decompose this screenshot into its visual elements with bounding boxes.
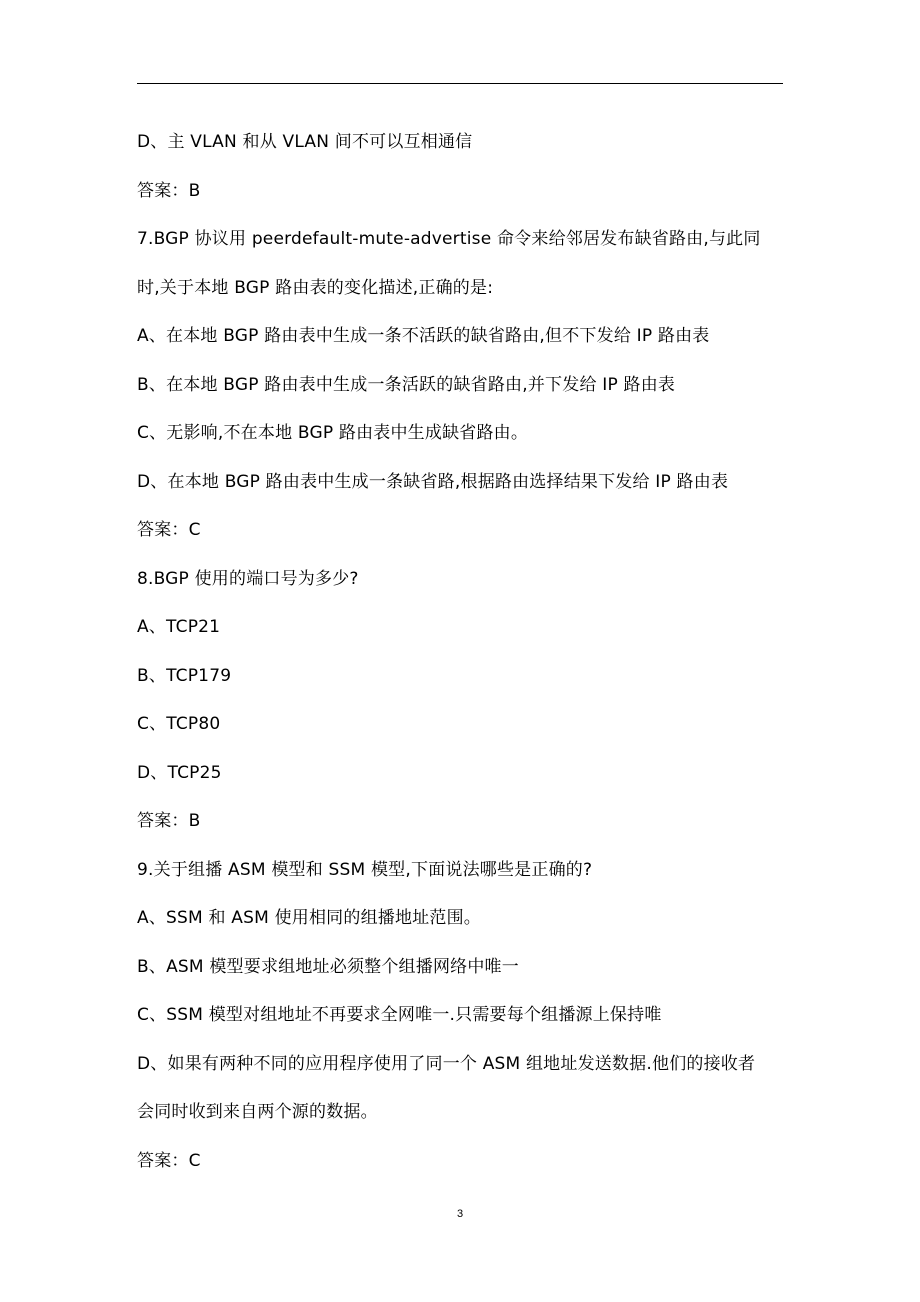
page-number: 3 bbox=[456, 1208, 464, 1220]
option-c-q8: C、TCP80 bbox=[137, 714, 221, 734]
option-d-q9-line-2: 会同时收到来自两个源的数据。 bbox=[137, 1102, 378, 1122]
question-7-line-1: 7.BGP 协议用 peerdefault-mute-advertise 命令来给邻居发布缺省路由,与此同 bbox=[137, 229, 761, 249]
option-d-q8: D、TCP25 bbox=[137, 762, 222, 783]
option-c-q7: C、无影响,不在本地 BGP 路由表中生成缺省路由。 bbox=[137, 423, 529, 443]
option-b-q7: B、在本地 BGP 路由表中生成一条活跃的缺省路由,并下发给 IP 路由表 bbox=[137, 374, 676, 395]
header-rule bbox=[137, 83, 783, 84]
answer-q8: 答案：B bbox=[137, 811, 201, 831]
answer-q6: 答案：B bbox=[137, 180, 201, 201]
answer-q9: 答案：C bbox=[137, 1150, 201, 1171]
document-body bbox=[137, 118, 787, 1185]
option-a-q7: A、在本地 BGP 路由表中生成一条不活跃的缺省路由,但不下发给 IP 路由表 bbox=[137, 326, 710, 346]
option-a-q8: A、TCP21 bbox=[137, 617, 221, 637]
option-d-q9-line-1: D、如果有两种不同的应用程序使用了同一个 ASM 组地址发送数据.他们的接收者 bbox=[137, 1053, 756, 1074]
question-9: 9.关于组播 ASM 模型和 SSM 模型,下面说法哪些是正确的? bbox=[137, 859, 593, 880]
option-d-q6: D、主 VLAN 和从 VLAN 间不可以互相通信 bbox=[137, 132, 473, 152]
option-b-q8: B、TCP179 bbox=[137, 665, 232, 686]
option-d-q7: D、在本地 BGP 路由表中生成一条缺省路,根据路由选择结果下发给 IP 路由表 bbox=[137, 471, 729, 492]
option-b-q9: B、ASM 模型要求组地址必须整个组播网络中唯一 bbox=[137, 956, 519, 977]
option-a-q9: A、SSM 和 ASM 使用相同的组播地址范围。 bbox=[137, 908, 481, 928]
answer-q7: 答案：C bbox=[137, 520, 201, 540]
option-c-q9: C、SSM 模型对组地址不再要求全网唯一.只需要每个组播源上保持唯 bbox=[137, 1005, 662, 1025]
question-8: 8.BGP 使用的端口号为多少? bbox=[137, 568, 359, 589]
question-7-line-2: 时,关于本地 BGP 路由表的变化描述,正确的是: bbox=[137, 277, 494, 298]
